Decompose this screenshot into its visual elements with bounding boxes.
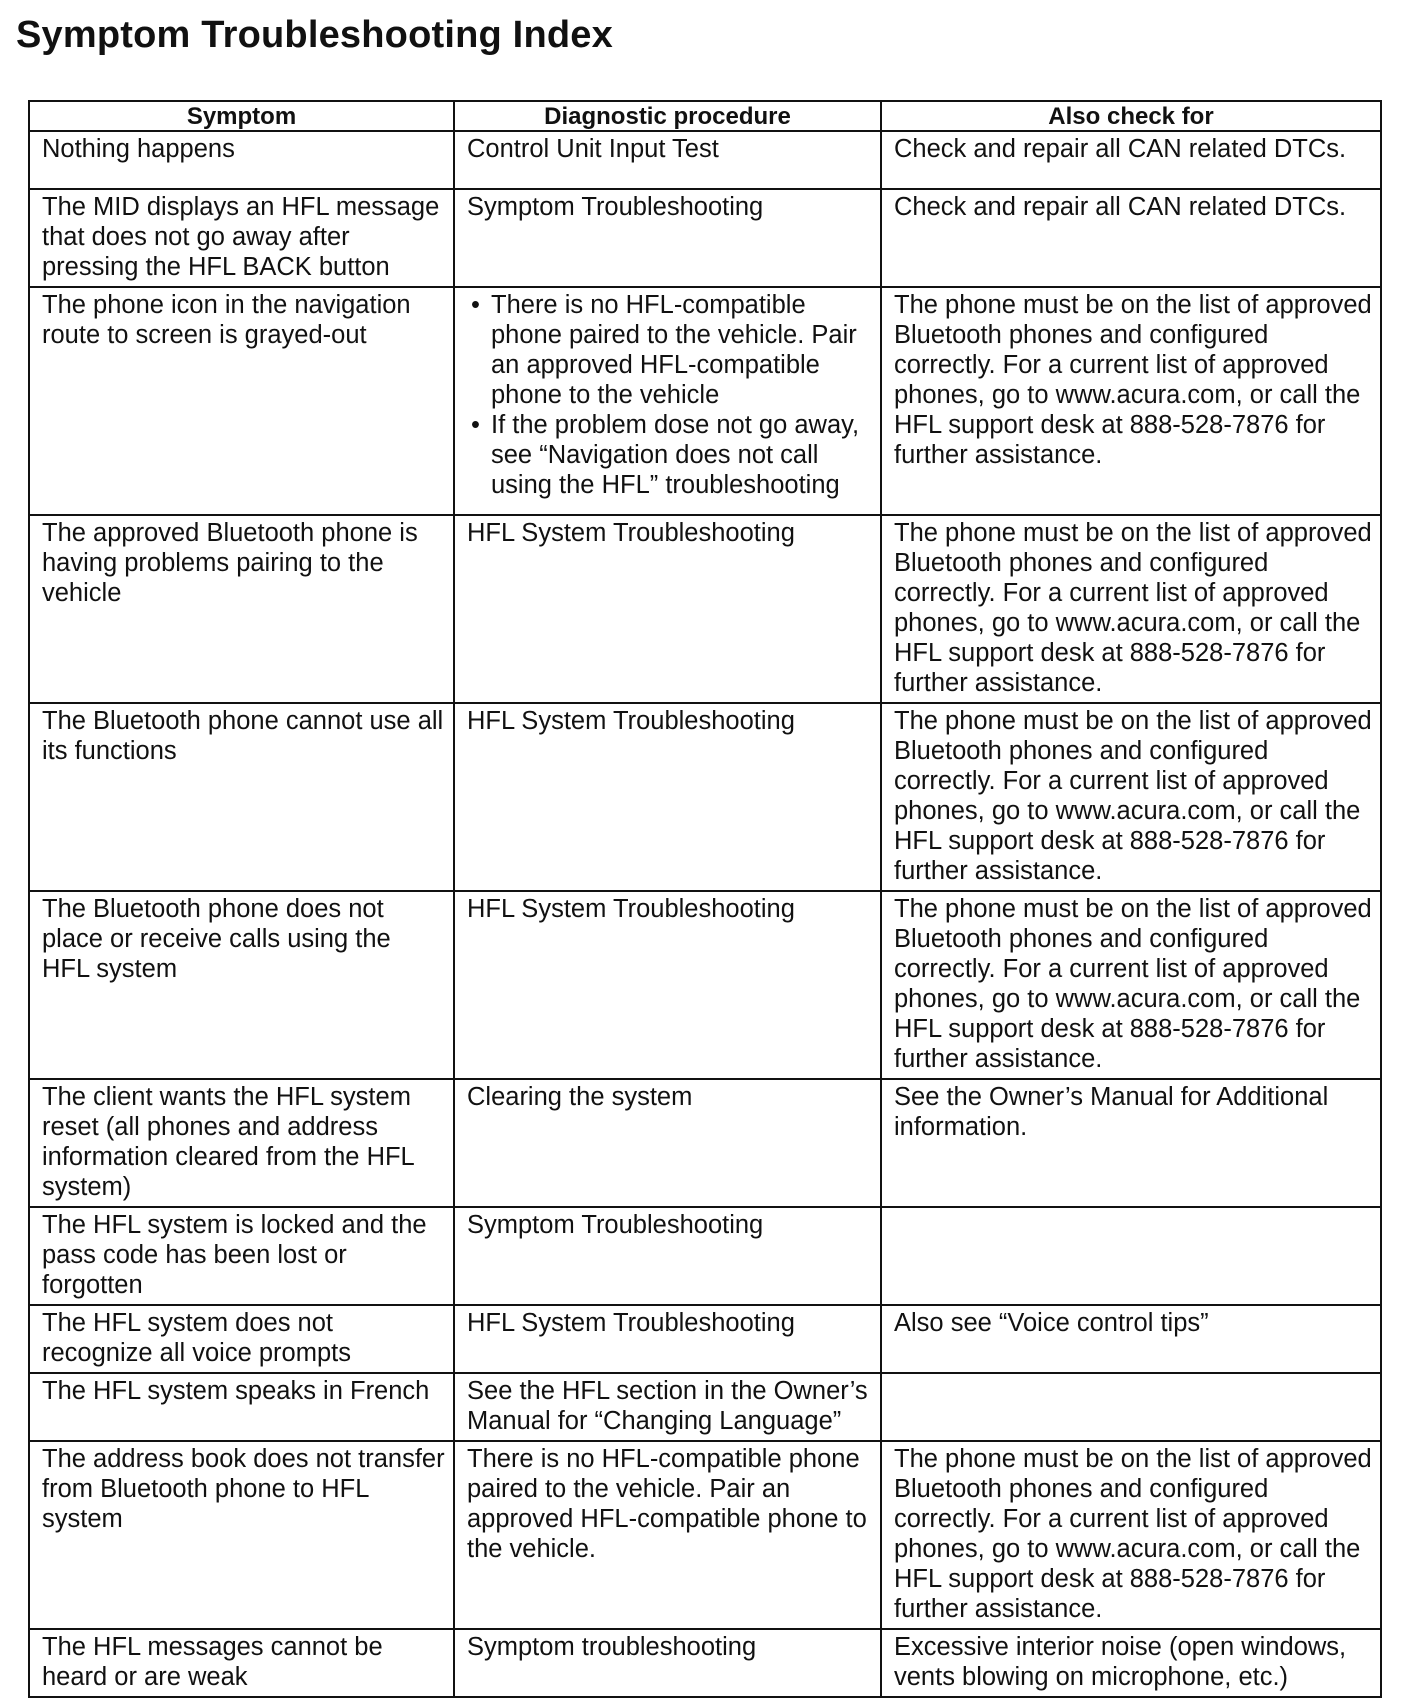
troubleshooting-table xyxy=(28,100,1382,1698)
also-check-cell: Check and repair all CAN related DTCs. xyxy=(881,131,1381,189)
table-row xyxy=(29,1079,1381,1207)
table-row xyxy=(29,515,1381,703)
procedure-bullet: • There is no HFL-compatible phone paired to the vehicle. Pair an approved HFL-compatible phone to the vehicle xyxy=(491,290,872,410)
procedure-cell: HFL System Troubleshooting xyxy=(454,1305,881,1373)
also-check-cell xyxy=(881,1207,1381,1305)
also-check-cell: See the Owner’s Manual for Additional information. xyxy=(881,1079,1381,1207)
symptom-cell: The MID displays an HFL message that does not go away after pressing the HFL BACK button xyxy=(29,189,454,287)
symptom-cell: The Bluetooth phone cannot use all its functions xyxy=(29,703,454,891)
symptom-cell: The phone icon in the navigation route to screen is grayed-out xyxy=(29,287,454,515)
table-row xyxy=(29,891,1381,1079)
table-row xyxy=(29,703,1381,891)
procedure-cell: HFL System Troubleshooting xyxy=(454,703,881,891)
also-check-cell: The phone must be on the list of approved Bluetooth phones and configured correctly. For a current list of approved phones, go to www.acura.com, or call the HFL support desk at 888-528-7876 for further assistance. xyxy=(881,703,1381,891)
procedure-cell: See the HFL section in the Owner’s Manual for “Changing Language” xyxy=(454,1373,881,1441)
also-check-cell: Check and repair all CAN related DTCs. xyxy=(881,189,1381,287)
table-row xyxy=(29,131,1381,189)
table-row xyxy=(29,287,1381,515)
table-row xyxy=(29,1441,1381,1629)
table-row xyxy=(29,1207,1381,1305)
procedure-cell: Symptom Troubleshooting xyxy=(454,1207,881,1305)
procedure-cell: Symptom troubleshooting xyxy=(454,1629,881,1697)
symptom-cell: The approved Bluetooth phone is having problems pairing to the vehicle xyxy=(29,515,454,703)
also-check-cell: The phone must be on the list of approved Bluetooth phones and configured correctly. For a current list of approved phones, go to www.acura.com, or call the HFL support desk at 888-528-7876 for further assistance. xyxy=(881,287,1381,515)
procedure-cell: HFL System Troubleshooting xyxy=(454,891,881,1079)
symptom-cell: The HFL system does not recognize all voice prompts xyxy=(29,1305,454,1373)
procedure-bullet: • If the problem dose not go away, see “Navigation does not call using the HFL” troubleshooting xyxy=(491,410,872,500)
procedure-bullet-list xyxy=(467,290,872,500)
procedure-cell: HFL System Troubleshooting xyxy=(454,515,881,703)
table-row xyxy=(29,1373,1381,1441)
table-row xyxy=(29,189,1381,287)
symptom-cell: The Bluetooth phone does not place or receive calls using the HFL system xyxy=(29,891,454,1079)
also-check-cell xyxy=(881,1373,1381,1441)
procedure-cell: There is no HFL-compatible phone paired to the vehicle. Pair an approved HFL-compatible phone to the vehicle. xyxy=(454,1441,881,1629)
also-check-cell: The phone must be on the list of approved Bluetooth phones and configured correctly. For a current list of approved phones, go to www.acura.com, or call the HFL support desk at 888-528-7876 for further assistance. xyxy=(881,1441,1381,1629)
page-title: Symptom Troubleshooting Index xyxy=(16,14,613,56)
symptom-cell: Nothing happens xyxy=(29,131,454,189)
also-check-cell: The phone must be on the list of approved Bluetooth phones and configured correctly. For a current list of approved phones, go to www.acura.com, or call the HFL support desk at 888-528-7876 for further assistance. xyxy=(881,515,1381,703)
table-row xyxy=(29,1629,1381,1697)
also-check-cell: The phone must be on the list of approved Bluetooth phones and configured correctly. For a current list of approved phones, go to www.acura.com, or call the HFL support desk at 888-528-7876 for further assistance. xyxy=(881,891,1381,1079)
table-header-row xyxy=(29,101,1381,131)
symptom-cell: The HFL system is locked and the pass code has been lost or forgotten xyxy=(29,1207,454,1305)
symptom-cell: The client wants the HFL system reset (all phones and address information cleared from the HFL system) xyxy=(29,1079,454,1207)
table-row xyxy=(29,1305,1381,1373)
procedure-cell: Symptom Troubleshooting xyxy=(454,189,881,287)
also-check-cell: Also see “Voice control tips” xyxy=(881,1305,1381,1373)
symptom-cell: The address book does not transfer from Bluetooth phone to HFL system xyxy=(29,1441,454,1629)
also-check-cell: Excessive interior noise (open windows, vents blowing on microphone, etc.) xyxy=(881,1629,1381,1697)
symptom-cell: The HFL messages cannot be heard or are weak xyxy=(29,1629,454,1697)
header-symptom: Symptom xyxy=(29,101,454,131)
procedure-cell xyxy=(454,287,881,515)
header-diagnostic-procedure: Diagnostic procedure xyxy=(454,101,881,131)
header-also-check-for: Also check for xyxy=(881,101,1381,131)
procedure-cell: Control Unit Input Test xyxy=(454,131,881,189)
symptom-cell: The HFL system speaks in French xyxy=(29,1373,454,1441)
procedure-cell: Clearing the system xyxy=(454,1079,881,1207)
